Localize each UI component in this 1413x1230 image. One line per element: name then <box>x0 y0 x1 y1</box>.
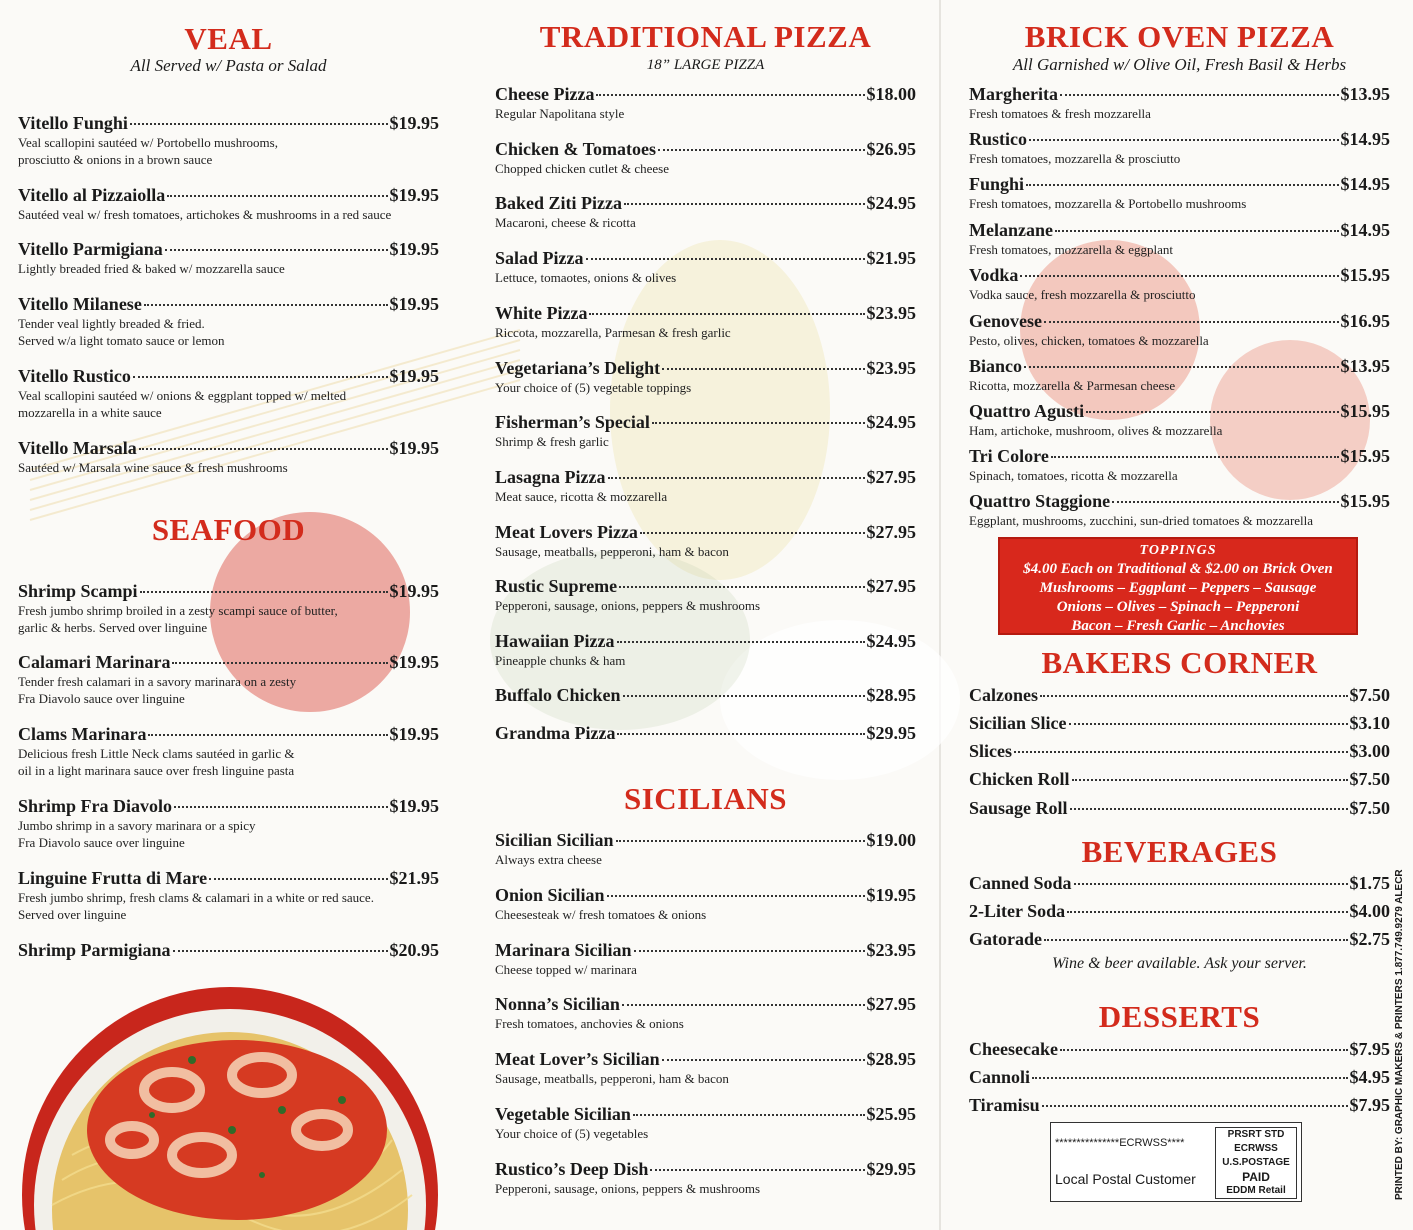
item-price: $7.50 <box>1349 685 1390 705</box>
item-desc: Pineapple chunks & ham <box>495 653 626 668</box>
menu-item <box>969 798 1390 819</box>
item-price: $21.95 <box>866 248 916 268</box>
item-name: Vitello Rustico <box>18 366 131 386</box>
item-price: $14.95 <box>1340 220 1390 240</box>
toppings-line: Bacon – Fresh Garlic – Anchovies <box>1071 618 1285 634</box>
menu-item <box>18 796 439 851</box>
menu-item <box>969 769 1390 790</box>
menu-item <box>18 294 439 349</box>
menu-item <box>495 358 916 396</box>
printed-by-credit: PRINTED BY: GRAPHIC MAKERS & PRINTERS 1.877.749.9279 ALECR <box>1394 869 1405 1200</box>
item-desc: Pesto, olives, chicken, tomatoes & mozzarella <box>969 333 1209 348</box>
item-name: Quattro Staggione <box>969 491 1111 511</box>
item-name: Cheesecake <box>969 1039 1058 1059</box>
menu-item <box>495 467 916 505</box>
menu-item <box>495 576 916 614</box>
item-desc: Fresh jumbo shrimp, fresh clams & calamari in a white or red sauce. <box>18 890 374 905</box>
item-name: Meat Lover’s Sicilian <box>495 1049 660 1069</box>
item-desc: Fra Diavolo sauce over linguine <box>18 691 185 706</box>
item-price: $19.95 <box>389 652 439 672</box>
item-name: Clams Marinara <box>18 724 147 744</box>
item-price: $14.95 <box>1340 129 1390 149</box>
menu-item <box>495 522 916 560</box>
item-price: $4.00 <box>1349 901 1390 921</box>
item-price: $27.95 <box>866 467 916 487</box>
menu-item <box>495 139 916 177</box>
item-name: Sicilian Sicilian <box>495 830 614 850</box>
item-price: $15.95 <box>1340 491 1390 511</box>
item-name: 2-Liter Soda <box>969 901 1066 921</box>
item-name: Melanzane <box>969 220 1053 240</box>
item-name: Cheese Pizza <box>495 84 595 104</box>
item-name: Quattro Agusti <box>969 401 1085 421</box>
menu-item <box>969 1067 1390 1088</box>
item-desc: Chopped chicken cutlet & cheese <box>495 161 669 176</box>
toppings-line: Mushrooms – Eggplant – Peppers – Sausage <box>1039 580 1317 596</box>
menu-item <box>969 446 1390 484</box>
item-price: $3.00 <box>1349 741 1390 761</box>
beverages-title: BEVERAGES <box>1081 834 1278 869</box>
item-name: Linguine Frutta di Mare <box>18 868 208 888</box>
item-price: $16.95 <box>1340 311 1390 331</box>
item-price: $21.95 <box>389 868 439 888</box>
item-price: $29.95 <box>866 1159 916 1179</box>
item-name: Sausage Roll <box>969 798 1068 818</box>
item-desc: Ham, artichoke, mushroom, olives & mozzarella <box>969 423 1223 438</box>
item-price: $19.95 <box>389 438 439 458</box>
item-desc: Veal scallopini sautéed w/ onions & eggplant topped w/ melted <box>18 388 347 403</box>
item-name: Chicken Roll <box>969 769 1070 789</box>
item-name: Cannoli <box>969 1067 1031 1087</box>
item-name: Vitello Funghi <box>18 113 128 133</box>
item-name: Vegetable Sicilian <box>495 1104 631 1124</box>
item-price: $24.95 <box>866 631 916 651</box>
item-desc: Eggplant, mushrooms, zucchini, sun-dried tomatoes & mozzarella <box>969 513 1314 528</box>
item-name: Sicilian Slice <box>969 713 1067 733</box>
veal-title: VEAL <box>184 21 273 56</box>
bakers-corner-title: BAKERS CORNER <box>1041 645 1318 680</box>
item-price: $20.95 <box>389 940 439 960</box>
item-name: Lasagna Pizza <box>495 467 606 487</box>
item-price: $23.95 <box>866 940 916 960</box>
item-price: $27.95 <box>866 522 916 542</box>
menu-item <box>495 940 916 978</box>
item-name: White Pizza <box>495 303 588 323</box>
item-desc: Fresh tomatoes, mozzarella & prosciutto <box>969 151 1181 166</box>
item-desc: Fresh tomatoes, anchovies & onions <box>495 1016 684 1031</box>
menu-item <box>969 129 1390 167</box>
brick-oven-subtitle: All Garnished w/ Olive Oil, Fresh Basil & Herbs <box>1012 55 1347 74</box>
item-price: $26.95 <box>866 139 916 159</box>
item-price: $15.95 <box>1340 401 1390 421</box>
menu-item <box>18 868 439 923</box>
menu-item <box>969 491 1390 529</box>
item-price: $3.10 <box>1349 713 1390 733</box>
seafood-pasta-photo <box>22 980 438 1230</box>
item-desc: Lightly breaded fried & baked w/ mozzarella sauce <box>18 261 285 276</box>
menu-item <box>495 631 916 669</box>
item-desc: Jumbo shrimp in a savory marinara or a spicy <box>18 818 256 833</box>
item-name: Canned Soda <box>969 873 1072 893</box>
toppings-line: $4.00 Each on Traditional & $2.00 on Brick Oven <box>1023 561 1333 577</box>
item-name: Shrimp Parmigiana <box>18 940 171 960</box>
item-price: $24.95 <box>866 412 916 432</box>
item-price: $27.95 <box>866 994 916 1014</box>
item-name: Fisherman’s Special <box>495 412 650 432</box>
menu-item <box>495 685 916 706</box>
menu-item <box>18 940 439 961</box>
menu-item <box>969 220 1390 258</box>
menu-item <box>495 994 916 1032</box>
item-name: Baked Ziti Pizza <box>495 193 622 213</box>
traditional-title: TRADITIONAL PIZZA <box>539 19 872 54</box>
item-desc: Ricotta, mozzarella & Parmesan cheese <box>969 378 1176 393</box>
postage-line: U.S.POSTAGE <box>1222 1157 1290 1168</box>
item-name: Calzones <box>969 685 1038 705</box>
item-desc: Meat sauce, ricotta & mozzarella <box>495 489 668 504</box>
item-desc: Tender veal lightly breaded & fried. <box>18 316 205 331</box>
item-name: Calamari Marinara <box>18 652 171 672</box>
item-price: $14.95 <box>1340 174 1390 194</box>
item-desc: Cheese topped w/ marinara <box>495 962 637 977</box>
item-name: Rustico’s Deep Dish <box>495 1159 649 1179</box>
item-desc: garlic & herbs. Served over linguine <box>18 620 208 635</box>
item-price: $13.95 <box>1340 356 1390 376</box>
toppings-title: TOPPINGS <box>1139 543 1217 558</box>
postal-indicia <box>1050 1122 1302 1202</box>
item-desc: Fresh tomatoes & fresh mozzarella <box>969 106 1151 121</box>
item-desc: Served over linguine <box>18 907 127 922</box>
postage-line: ECRWSS <box>1234 1143 1278 1154</box>
item-desc: Served w/a light tomato sauce or lemon <box>18 333 225 348</box>
menu-item <box>18 438 439 476</box>
item-name: Vitello Parmigiana <box>18 239 163 259</box>
item-name: Vitello Marsala <box>18 438 137 458</box>
item-price: $29.95 <box>866 723 916 743</box>
item-price: $19.95 <box>389 185 439 205</box>
item-name: Tri Colore <box>969 446 1049 466</box>
item-price: $7.50 <box>1349 769 1390 789</box>
item-name: Rustico <box>969 129 1027 149</box>
item-price: $23.95 <box>866 358 916 378</box>
item-price: $7.95 <box>1349 1095 1390 1115</box>
item-price: $15.95 <box>1340 265 1390 285</box>
item-desc: Your choice of (5) vegetable toppings <box>495 380 692 395</box>
item-price: $2.75 <box>1349 929 1390 949</box>
traditional-subtitle: 18” LARGE PIZZA <box>646 57 765 73</box>
item-desc: Your choice of (5) vegetables <box>495 1126 649 1141</box>
seafood-title: SEAFOOD <box>151 512 306 547</box>
menu-item <box>18 113 439 168</box>
menu-item <box>495 1104 916 1142</box>
brick-oven-title: BRICK OVEN PIZZA <box>1024 19 1335 54</box>
item-price: $19.95 <box>389 796 439 816</box>
menu-item <box>495 885 916 923</box>
menu-item <box>969 901 1390 922</box>
item-price: $13.95 <box>1340 84 1390 104</box>
item-desc: Sausage, meatballs, pepperoni, ham & bacon <box>495 1071 729 1086</box>
item-price: $19.95 <box>389 724 439 744</box>
item-desc: prosciutto & onions in a brown sauce <box>18 152 213 167</box>
item-desc: Lettuce, tomaotes, onions & olives <box>495 270 677 285</box>
item-desc: Spinach, tomatoes, ricotta & mozzarella <box>969 468 1178 483</box>
item-price: $1.75 <box>1349 873 1390 893</box>
item-price: $19.95 <box>389 294 439 314</box>
item-price: $28.95 <box>866 1049 916 1069</box>
item-name: Grandma Pizza <box>495 723 616 743</box>
wine-beer-note: Wine & beer available. Ask your server. <box>1052 955 1307 972</box>
menu-item <box>18 652 439 707</box>
menu-item <box>495 412 916 450</box>
item-desc: Delicious fresh Little Neck clams sautéed in garlic & <box>18 746 295 761</box>
menu-item <box>969 1095 1390 1116</box>
item-price: $19.95 <box>389 581 439 601</box>
item-name: Meat Lovers Pizza <box>495 522 638 542</box>
menu-item <box>18 581 439 636</box>
item-price: $27.95 <box>866 576 916 596</box>
menu-item <box>969 873 1390 894</box>
menu-item <box>969 401 1390 439</box>
item-desc: Sautéed veal w/ fresh tomatoes, artichokes & mushrooms in a red sauce <box>18 207 392 222</box>
menu-item <box>18 239 439 277</box>
item-name: Salad Pizza <box>495 248 584 268</box>
item-price: $19.95 <box>389 113 439 133</box>
item-desc: Vodka sauce, fresh mozzarella & prosciutto <box>969 287 1196 302</box>
item-desc: Veal scallopini sautéed w/ Portobello mushrooms, <box>18 135 278 150</box>
postage-paid-box <box>1215 1127 1297 1199</box>
item-desc: Regular Napolitana style <box>495 106 625 121</box>
menu-item <box>495 830 916 868</box>
item-name: Genovese <box>969 311 1042 331</box>
menu-item <box>969 174 1390 212</box>
item-name: Buffalo Chicken <box>495 685 621 705</box>
item-name: Funghi <box>969 174 1025 194</box>
toppings-box <box>998 537 1358 635</box>
item-price: $7.95 <box>1349 1039 1390 1059</box>
item-name: Marinara Sicilian <box>495 940 632 960</box>
veal-subtitle: All Served w/ Pasta or Salad <box>130 56 327 75</box>
desserts-title: DESSERTS <box>1098 999 1261 1034</box>
item-name: Margherita <box>969 84 1058 104</box>
item-desc: Riccota, mozzarella, Parmesan & fresh garlic <box>495 325 731 340</box>
item-desc: Fresh jumbo shrimp broiled in a zesty scampi sauce of butter, <box>18 603 338 618</box>
item-name: Nonna’s Sicilian <box>495 994 620 1014</box>
menu-item <box>495 84 916 122</box>
menu-item <box>18 724 439 779</box>
item-desc: Fresh tomatoes, mozzarella & eggplant <box>969 242 1173 257</box>
menu-item <box>495 723 916 744</box>
local-postal-customer: Local Postal Customer <box>1055 1171 1196 1187</box>
postage-line: PRSRT STD <box>1227 1129 1285 1140</box>
item-name: Gatorade <box>969 929 1042 949</box>
menu-item <box>969 265 1390 303</box>
menu-item <box>495 193 916 231</box>
item-desc: Always extra cheese <box>495 852 602 867</box>
item-desc: Sausage, meatballs, pepperoni, ham & bacon <box>495 544 729 559</box>
item-price: $24.95 <box>866 193 916 213</box>
item-desc: Macaroni, cheese & ricotta <box>495 215 636 230</box>
item-name: Vegetariana’s Delight <box>495 358 661 378</box>
postage-line: EDDM Retail <box>1226 1185 1286 1196</box>
item-price: $19.00 <box>866 830 916 850</box>
item-price: $19.95 <box>866 885 916 905</box>
menu-item <box>495 1049 916 1087</box>
menu-item <box>969 84 1390 122</box>
ecrwss-label: ***************ECRWSS**** <box>1055 1137 1185 1149</box>
item-name: Tiramisu <box>969 1095 1040 1115</box>
item-desc: Fra Diavolo sauce over linguine <box>18 835 185 850</box>
menu-item <box>969 685 1390 706</box>
item-name: Rustic Supreme <box>495 576 618 596</box>
menu-item <box>969 741 1390 762</box>
menu-item <box>969 311 1390 349</box>
item-desc: Fresh tomatoes, mozzarella & Portobello mushrooms <box>969 196 1247 211</box>
item-name: Slices <box>969 741 1012 761</box>
item-name: Shrimp Fra Diavolo <box>18 796 173 816</box>
menu-item <box>969 356 1390 394</box>
item-price: $4.95 <box>1349 1067 1390 1087</box>
item-price: $28.95 <box>866 685 916 705</box>
item-desc: Pepperoni, sausage, onions, peppers & mushrooms <box>495 598 761 613</box>
item-desc: Tender fresh calamari in a savory marinara on a zesty <box>18 674 297 689</box>
menu-item <box>969 713 1390 734</box>
postage-line: PAID <box>1242 1170 1270 1184</box>
item-desc: Cheesesteak w/ fresh tomatoes & onions <box>495 907 707 922</box>
item-name: Chicken & Tomatoes <box>495 139 657 159</box>
item-desc: oil in a light marinara sauce over fresh linguine pasta <box>18 763 295 778</box>
menu-item <box>18 366 439 421</box>
item-desc: Shrimp & fresh garlic <box>495 434 609 449</box>
item-name: Vitello Milanese <box>18 294 142 314</box>
item-price: $18.00 <box>866 84 916 104</box>
item-name: Vodka <box>969 265 1019 285</box>
item-desc: Pepperoni, sausage, onions, peppers & mushrooms <box>495 1181 761 1196</box>
menu-item <box>495 248 916 286</box>
toppings-line: Onions – Olives – Spinach – Pepperoni <box>1056 599 1300 615</box>
menu-item <box>969 929 1390 950</box>
item-desc: Sautéed w/ Marsala wine sauce & fresh mushrooms <box>18 460 288 475</box>
sicilians-title: SICILIANS <box>623 781 787 816</box>
item-name: Shrimp Scampi <box>18 581 138 601</box>
menu-item <box>18 185 439 223</box>
item-price: $15.95 <box>1340 446 1390 466</box>
item-price: $19.95 <box>389 366 439 386</box>
item-name: Bianco <box>969 356 1023 376</box>
item-price: $25.95 <box>866 1104 916 1124</box>
item-price: $23.95 <box>866 303 916 323</box>
item-price: $19.95 <box>389 239 439 259</box>
item-desc: mozzarella in a white sauce <box>18 405 162 420</box>
item-name: Vitello al Pizzaiolla <box>18 185 166 205</box>
item-name: Hawaiian Pizza <box>495 631 615 651</box>
menu-item <box>495 1159 916 1197</box>
item-name: Onion Sicilian <box>495 885 605 905</box>
item-price: $7.50 <box>1349 798 1390 818</box>
menu-item <box>495 303 916 341</box>
menu-item <box>969 1039 1390 1060</box>
